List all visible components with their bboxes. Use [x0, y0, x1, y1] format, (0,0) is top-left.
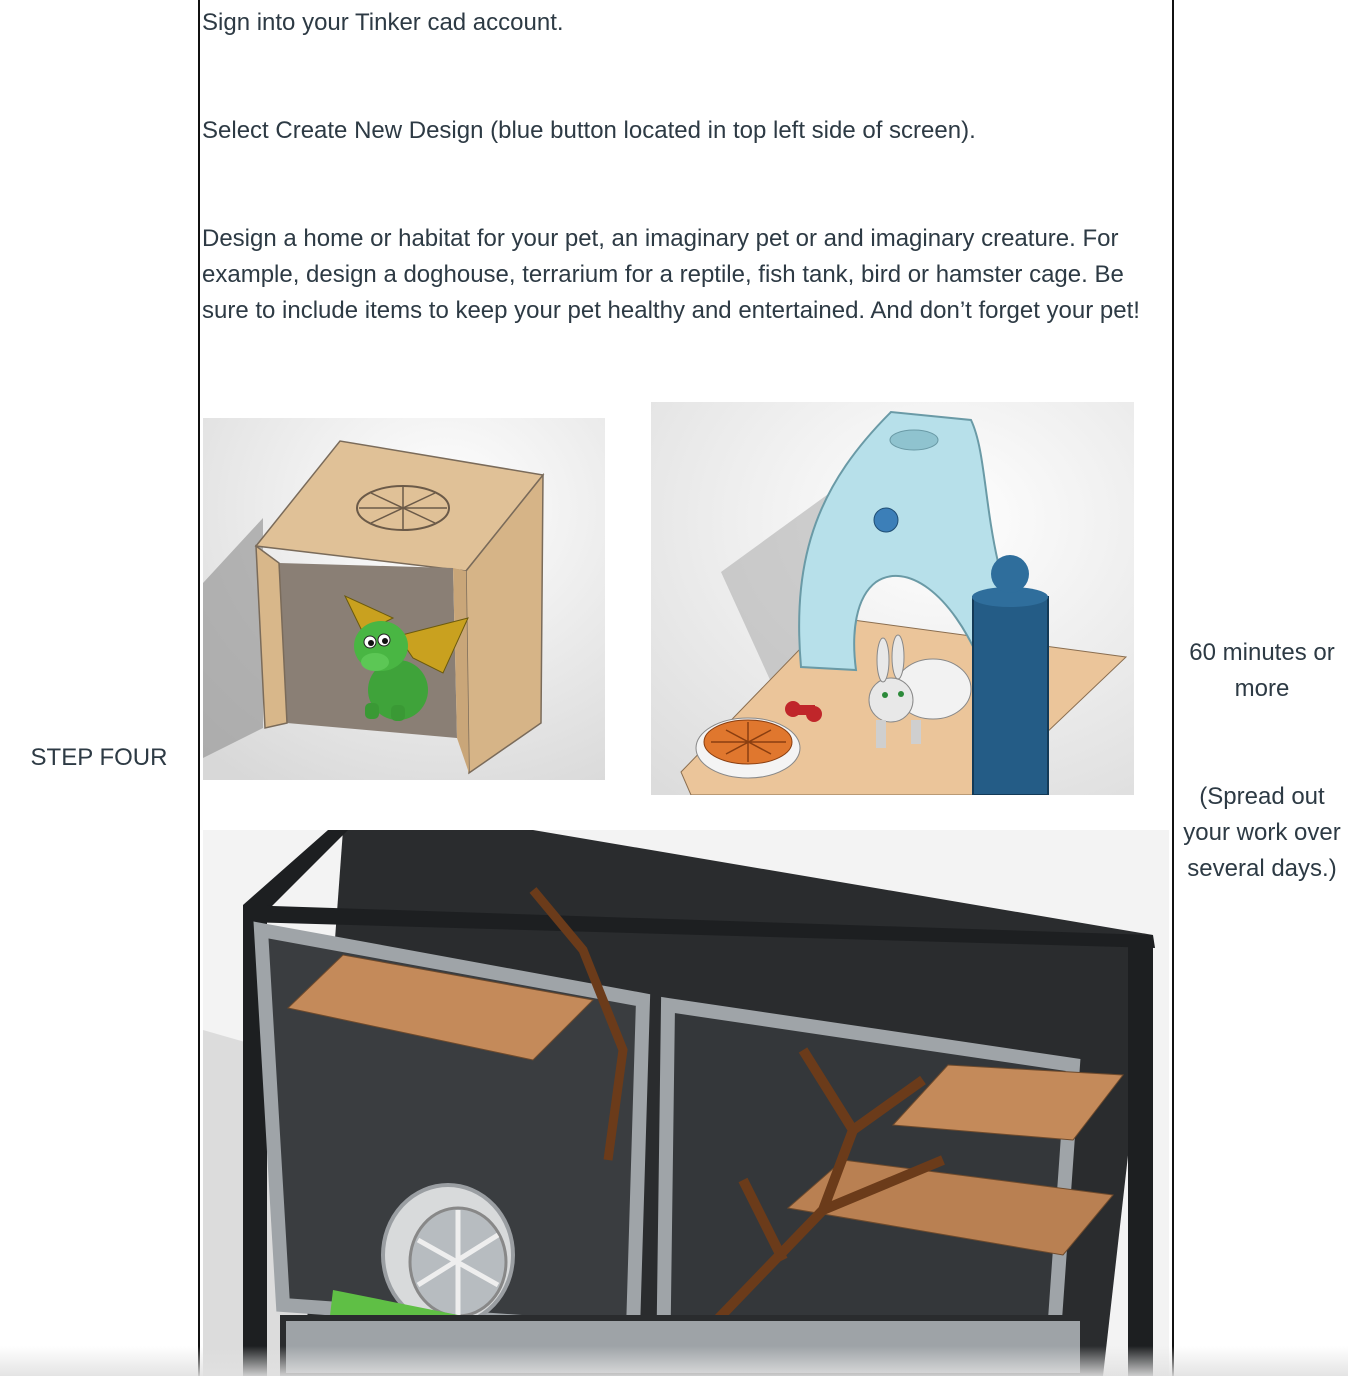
hamster-cage-image	[203, 830, 1169, 1376]
rabbit-habitat-image	[651, 402, 1134, 795]
table-border-left	[198, 0, 200, 1376]
doghouse-dragon-image	[203, 418, 605, 780]
step-label: STEP FOUR	[30, 744, 168, 771]
time-estimate: 60 minutes or more	[1189, 639, 1335, 702]
table-border-right	[1172, 0, 1174, 1376]
instruction-create-design: Select Create New Design (blue button located in top left side of screen).	[202, 117, 976, 144]
instruction-design-habitat: Design a home or habitat for your pet, an imaginary pet or and imaginary creature. For example, design a doghouse, terrarium for a reptile, fish tank, bird or hamster cage. Be sure to include items to keep your pet healthy and entertained. And don’t forget your pet!	[202, 225, 1140, 324]
instruction-sign-in: Sign into your Tinker cad account.	[202, 9, 564, 36]
time-note: (Spread out your work over several days.)	[1183, 783, 1341, 882]
